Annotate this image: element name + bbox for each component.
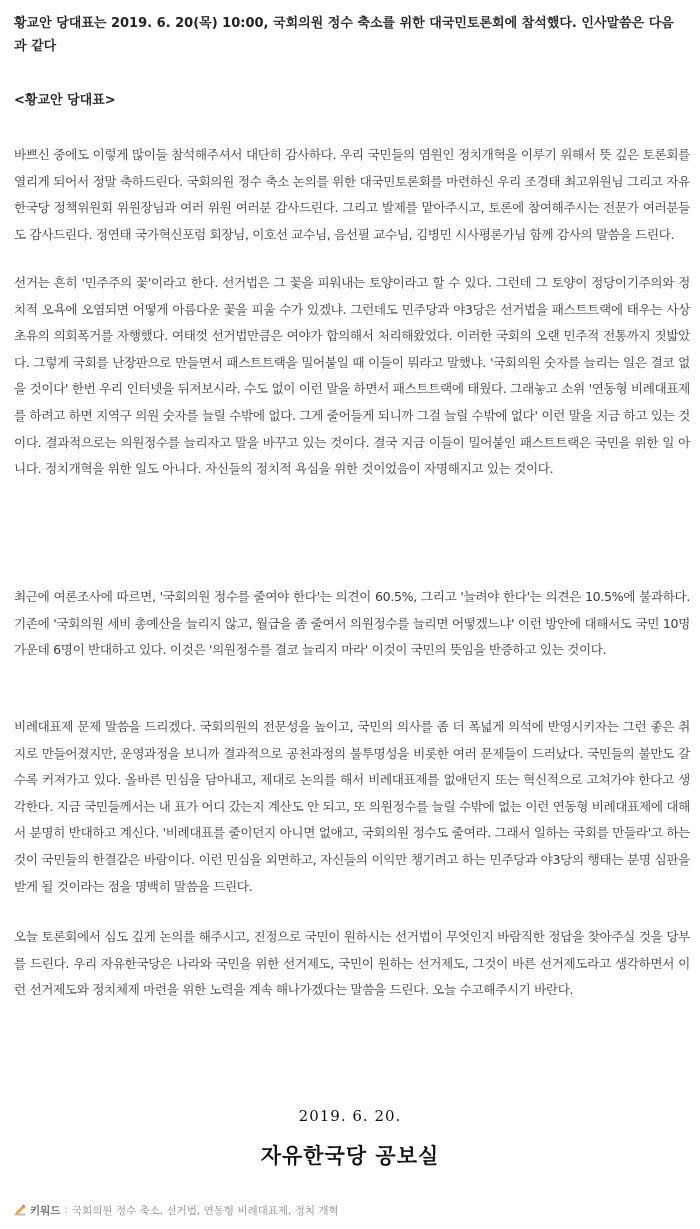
body-paragraph-1: 바쁘신 중에도 이렇게 많이들 참석해주셔서 대단히 감사하다. 우리 국민들의 염원인 정치개혁을 이루기 위해서 뜻 깊은 토론회를 열리게 되어서 정말 축하드린다. 국회의원 정수 축소 논의를 위한 대국민토론회를 마련하신 우리 조경태 최고위원님 그리고 자유한국당 정책위원회 위원장님과 여러 위원 여러분 감사드린다. 그리고 발제를 맡아주시고, 토론에 참여해주시는 전문가 여러분들도 감사드린다. 정연태 국가혁신포럼 회장님, 이호선 교수님, 음선필 교수님, 김병민 시사평론가님 함께 감사의 말씀을 드린다. <box>14 147 690 242</box>
body-paragraph-3: 최근에 여론조사에 따르면, '국회의원 정수를 줄여야 한다'는 의견이 60.5%, 그리고 '늘려야 한다'는 의견은 10.5%에 불과하다. 기존에 '국회의원 세비 총예산을 늘리지 않고, 월급을 좀 줄여서 의원정수를 늘리면 어떻겠느냐' 이런 방안에 대해서도 국민 10명 가운데 6명이 반대하고 있다. 이것은 '의원정수를 결코 늘리지 마라' 이것이 국민의 뜻임을 반증하고 있는 것이다. <box>14 589 690 658</box>
body-paragraph-2: 선거는 흔히 '민주주의 꽃'이라고 한다. 선거법은 그 꽃을 피워내는 토양이라고 할 수 있다. 그런데 그 토양이 정당이기주의와 정치적 오욕에 오염되면 어떻게 아름다운 꽃을 피울 수가 있겠냐. 그런데도 민주당과 야3당은 선거법을 패스트트랙에 태우는 사상 초유의 의회폭거를 자행했다. 여태껏 선거법만큼은 여야가 합의해서 처리해왔었다. 이러한 국회의 오랜 민주적 전통까지 짓밟았다. 그렇게 국회를 난장판으로 만들면서 패스트트랙을 밀어붙일 때 이들이 뭐라고 말했냐. '국회의원 숫자를 늘리는 일은 결코 없을 것이다' 한번 우리 인터넷을 뒤져보시라. 수도 없이 이런 말을 하면서 패스트트랙에 태웠다. 그래놓고 소위 '연동형 비례대표제를 하려고 하면 지역구 의원 숫자를 늘릴 수밖에 없다. 그게 줄어들게 되니까 그걸 늘릴 수밖에 없다' 이런 말을 지금 하고 있는 것이다. 결과적으로는 의원정수를 늘리자고 말을 바꾸고 있는 것이다. 결국 지금 이들이 밀어붙인 패스트트랙은 국민을 위한 일 아니다. 정치개혁을 위한 일도 아니다. 자신들의 정치적 욕심을 위한 것이었음이 자명해지고 있는 것이다. <box>14 275 690 477</box>
pencil-icon <box>14 1204 26 1216</box>
keywords-row <box>14 1199 339 1221</box>
body-paragraph-4: 비례대표제 문제 말씀을 드리겠다. 국회의원의 전문성을 높이고, 국민의 의사를 좀 더 폭넓게 의석에 반영시키자는 그런 좋은 취지로 만들어졌지만, 운영과정을 보니까 결과적으로 공천과정의 불투명성을 비롯한 여러 문제들이 드러났다. 국민들의 불만도 갈수록 커져가고 있다. 올바른 민심을 담아내고, 제대로 논의를 해서 비례대표제를 없애던지 또는 혁신적으로 고쳐가야 한다고 생각한다. 지금 국민들께서는 내 표가 어디 갔는지 계산도 안 되고, 또 의원정수를 늘릴 수밖에 없는 이런 연동형 비례대표제에 대해서 분명히 반대하고 계신다. '비례대표를 줄이던지 아니면 없애고, 국회의원 정수도 줄여라. 그래서 일하는 국회를 만들라'고 하는 것이 국민들의 한결같은 바람이다. 이런 민심을 외면하고, 자신들의 이익만 챙기려고 하는 민주당과 야3당의 행태는 분명 심판을 받게 될 것이라는 점을 명백히 말씀을 드린다. <box>14 719 690 894</box>
lead-paragraph: 황교안 당대표는 2019. 6. 20(목) 10:00, 국회의원 정수 축소를 위한 대국민토론회에 참석했다. 인사말씀은 다음과 같다 <box>14 16 674 54</box>
speaker-heading: <황교안 당대표> <box>14 93 116 108</box>
keywords-separator: : <box>64 1204 68 1216</box>
keywords-value: 국회의원 정수 축소, 선거법, 연동형 비례대표제, 정치 개혁 <box>71 1204 339 1217</box>
keywords-label: 키워드 <box>30 1204 61 1217</box>
body-paragraph-5: 오늘 토론회에서 심도 깊게 논의를 해주시고, 진정으로 국민이 원하시는 선거법이 무엇인지 바람직한 정답을 찾아주실 것을 당부를 드린다. 우리 자유한국당은 나라와 국민을 위한 선거제도, 국민이 원하는 선거제도, 그것이 바른 선거제도라고 생각하면서 이런 선거제도와 정치체제 마련을 위한 노력을 계속 해나가겠다는 말씀을 드린다. 오늘 수고해주시기 바란다. <box>14 929 690 998</box>
release-date: 2019. 6. 20. <box>298 1107 402 1125</box>
organization-name: 자유한국당 공보실 <box>260 1144 440 1168</box>
